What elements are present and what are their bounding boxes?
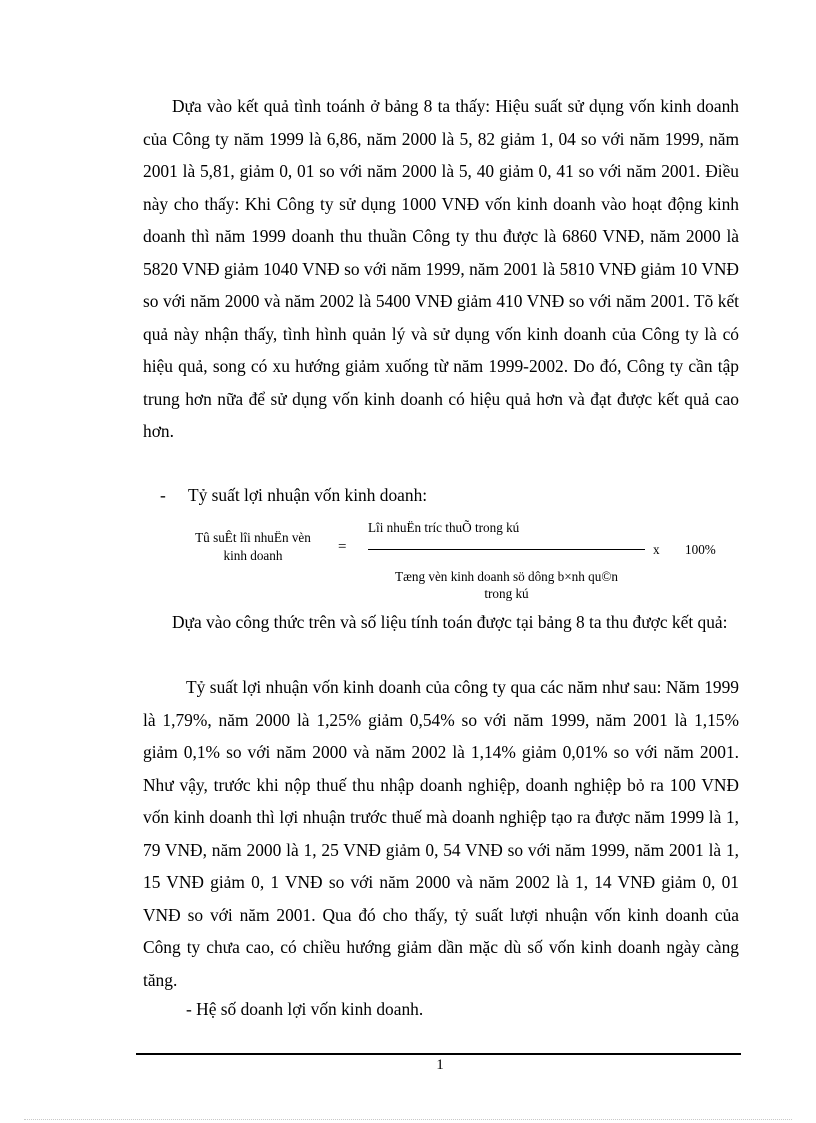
bullet-dash: - <box>160 485 166 505</box>
paragraph-profit-ratio-analysis: Tỷ suất lợi nhuận vốn kinh doanh của công ty qua các năm như sau: Năm 1999 là 1,79%, năm 2000 là 1,25% giảm 0,54% so với năm 1999, năm 2001 là 1,15% giảm 0,1% so với năm 2000 và năm 2002 là 1,14% giảm 0,01% so với năm 2001. Như vậy, trước khi nộp thuế thu nhập doanh nghiệp, doanh nghiệp bỏ ra 100 VNĐ vốn kinh doanh thì lợi nhuận trước thuế mà doanh nghiệp tạo ra được năm 1999 là 1, 79 VNĐ, năm 2000 là 1, 25 VNĐ giảm 0, 54 VNĐ so với năm 1999, năm 2001 là 1, 15 VNĐ giảm 0, 1 VNĐ so với năm 2000 và năm 2002 là 1, 14 VNĐ giảm 0, 01 VNĐ so với năm 2001. Qua đó cho thấy, tỷ suất lượi nhuận vốn kinh doanh của Công ty chưa cao, có chiều hướng giảm dần mặc dù số vốn kinh doanh ngày càng tăng. <box>143 677 739 990</box>
formula-times-sign: x <box>653 542 660 557</box>
bullet-business-capital-coefficient: - Hệ số doanh lợi vốn kinh doanh. <box>186 999 424 1019</box>
formula-lhs-line-1: Tû suÊt lîi nhuËn vèn <box>195 530 311 545</box>
bullet-profit-ratio-text: Tỷ suất lợi nhuận vốn kinh doanh: <box>188 485 428 505</box>
formula-equals-sign: = <box>338 539 347 555</box>
page-bottom-border <box>24 1119 792 1120</box>
formula-lhs-line-2: kinh doanh <box>223 548 283 563</box>
formula-denominator <box>368 568 645 602</box>
formula-percent: 100% <box>685 542 716 557</box>
formula-fraction-bar <box>368 549 645 550</box>
paragraph-formula-intro: Dựa vào công thức trên và số liệu tính toán được tại bảng 8 ta thu được kết quả: <box>172 612 728 632</box>
formula-denominator-line-2: trong kú <box>484 586 529 601</box>
formula-denominator-line-1: Tæng vèn kinh doanh sö dông b×nh qu©n <box>395 569 618 584</box>
paragraph-efficiency-analysis: Dựa vào kết quả tình toánh ở bảng 8 ta thấy: Hiệu suất sử dụng vốn kinh doanh của Công ty năm 1999 là 6,86, năm 2000 là 5, 82 giảm 1, 04 so với năm 1999, năm 2001 là 5,81, giảm 0, 01 so với năm 2000 là 5, 40 giảm 0, 41 so với năm 2001. Điều này cho thấy: Khi Công ty sử dụng 1000 VNĐ vốn kinh doanh vào hoạt động kinh doanh thì năm 1999 doanh thu thuần Công ty thu được là 6860 VNĐ, năm 2000 là 5820 VNĐ giảm 1040 VNĐ so với năm 1999, năm 2001 là 5810 VNĐ giảm 10 VNĐ so với năm 2000 và năm 2002 là 5400 VNĐ giảm 410 VNĐ so với năm 2001. Tõ kết quả này nhận thấy, tình hình quản lý và sử dụng vốn kinh doanh của Công ty là có hiệu quả, song có xu hướng giảm xuống từ năm 1999-2002. Do đó, Công ty cần tập trung hơn nữa để sử dụng vốn kinh doanh có hiệu quả hơn và đạt được kết quả cao hơn. <box>143 96 739 441</box>
formula-lhs <box>178 529 328 565</box>
page-number: 1 <box>436 1057 444 1073</box>
formula-numerator: Lîi nhuËn tríc thuÕ trong kú <box>368 520 520 535</box>
